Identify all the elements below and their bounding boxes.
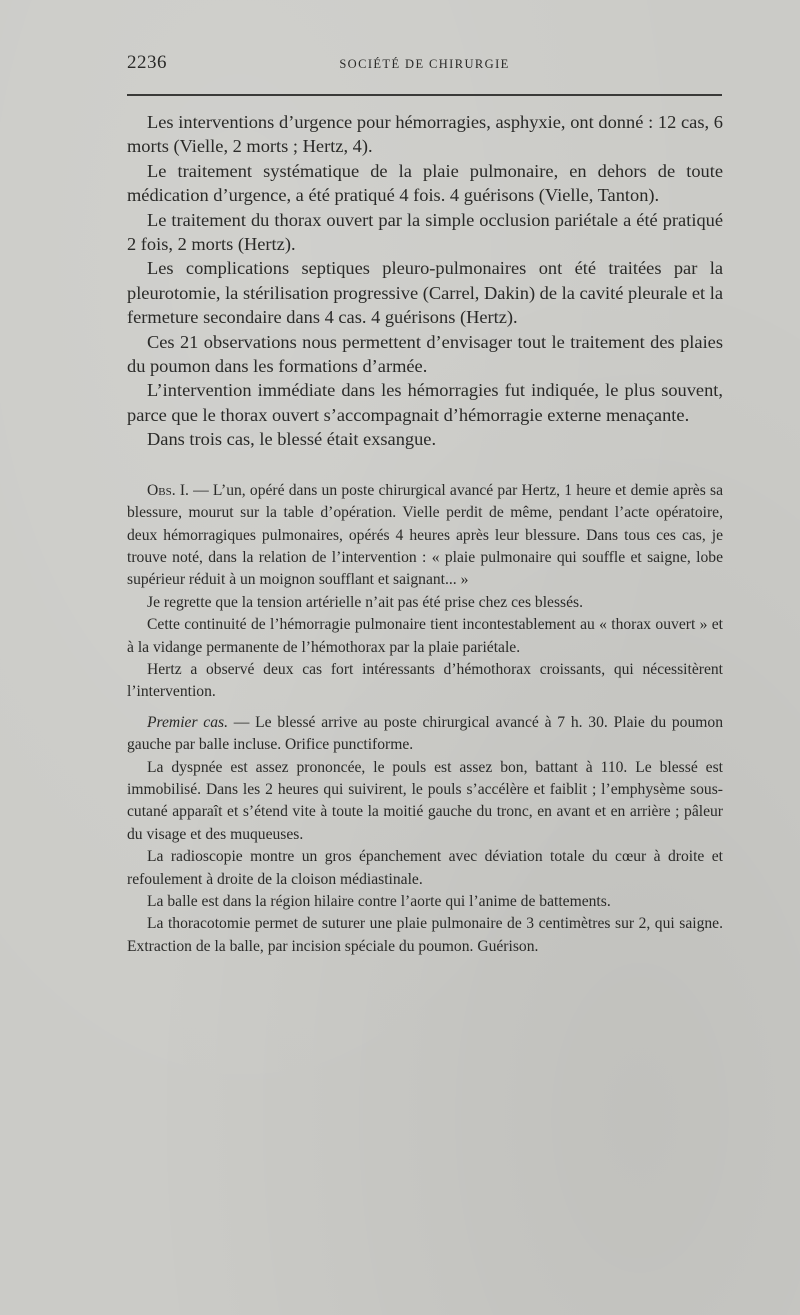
observation-text: — L’un, opéré dans un poste chirurgical avancé par Hertz, 1 heure et demie après sa blessure, mourut sur la table d’opération. Vielle perdit de même, pendant l’acte opératoire, deux hémorragiques pulmonaires, opérés 4 heures après leur blessure. Dans tous ces cas, je trouve noté, dans la relation de l’intervention : « plaie pulmonaire qui souffle et saigne, lobe supérieur réduit à un moignon soufflant et saignant... » xyxy=(127,481,723,589)
case-paragraph xyxy=(127,712,723,757)
paragraph: L’intervention immédiate dans les hémorragies fut indiquée, le plus souvent, parce que le thorax ouvert s’accompagnait d’hémorragie externe menaçante. xyxy=(127,380,723,425)
paragraph: Le traitement du thorax ouvert par la simple occlusion pariétale a été pratiqué 2 fois, 2 morts (Hertz). xyxy=(127,209,723,255)
observation-label: Obs. I. xyxy=(147,481,189,499)
page-number: 2236 xyxy=(127,52,167,73)
paragraph: Le traitement systématique de la plaie pulmonaire, en dehors de toute médication d’urgence, a été pratiqué 4 fois. 4 guérisons (Vielle, Tanton). xyxy=(127,160,723,206)
spacer xyxy=(127,704,723,712)
observation-block xyxy=(127,480,723,959)
case-text: — Le blessé arrive au poste chirurgical avancé à 7 h. 30. Plaie du poumon gauche par balle incluse. Orifice punctiforme. xyxy=(127,713,723,754)
paragraph: Hertz a observé deux cas fort intéressants d’hémothorax croissants, qui nécessitèrent l’intervention. xyxy=(127,660,723,701)
paragraph: Je regrette que la tension artérielle n’ait pas été prise chez ces blessés. xyxy=(147,593,583,611)
header-rule xyxy=(127,94,722,96)
paragraph: Les complications septiques pleuro-pulmonaires ont été traitées par la pleurotomie, la stérilisation progressive (Carrel, Dakin) de la cavité pleurale et la fermeture secondaire dans 4 cas. 4 guérisons (Hertz). xyxy=(127,258,723,328)
paragraph: La thoracotomie permet de suturer une plaie pulmonaire de 3 centimètres sur 2, qui saigne. Extraction de la balle, par incision spéciale du poumon. Guérison. xyxy=(127,915,723,955)
paragraph: Dans trois cas, le blessé était exsangue. xyxy=(147,429,437,450)
article-body xyxy=(127,110,723,958)
paragraph: Ces 21 observations nous permettent d’envisager tout le traitement des plaies du poumon dans les formations d’armée. xyxy=(127,331,723,377)
paragraph: La balle est dans la région hilaire contre l’aorte qui l’anime de battements. xyxy=(147,893,611,910)
paragraph: La dyspnée est assez prononcée, le pouls est assez bon, battant à 110. Le blessé est immobilisé. Dans les 2 heures qui suivirent, le pouls s’accélère et faiblit ; l’emphysème sous-cutané apparaît et s’étend vite à toute la moitié gauche du tronc, en avant et en arrière ; pâleur du visage et des muqueuses. xyxy=(127,758,723,843)
paragraph: La radioscopie montre un gros épanchement avec déviation totale du cœur à droite et refoulement à droite de la cloison médiastinale. xyxy=(127,848,723,888)
observation-paragraph xyxy=(127,480,723,592)
case-title: Premier cas. xyxy=(147,713,228,731)
paragraph: Les interventions d’urgence pour hémorragies, asphyxie, ont donné : 12 cas, 6 morts (Vielle, 2 morts ; Hertz, 4). xyxy=(127,112,723,157)
paragraph: Cette continuité de l’hémorragie pulmonaire tient incontestablement au « thorax ouvert » et à la vidange permanente de l’hémothorax par la plaie pariétale. xyxy=(127,616,723,656)
page-header xyxy=(127,52,722,78)
running-title: SOCIÉTÉ DE CHIRURGIE xyxy=(339,57,510,71)
